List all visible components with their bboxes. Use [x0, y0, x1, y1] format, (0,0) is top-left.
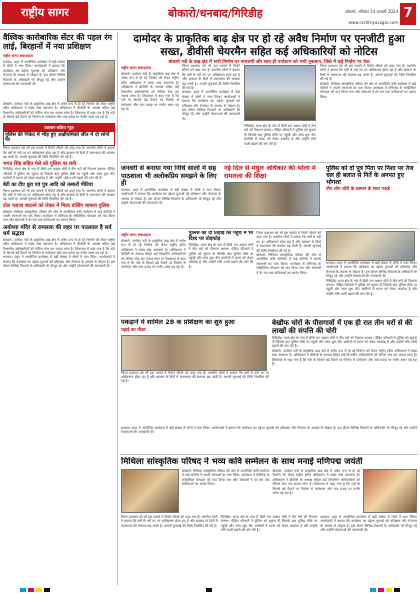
color-registration-bar [0, 587, 420, 593]
right-story-1 [326, 165, 417, 227]
mid-story-4 [121, 319, 269, 423]
mid-story-1 [121, 165, 221, 227]
row-rule [120, 228, 418, 229]
lead-body-3 [244, 124, 316, 160]
mid-headline-7: मिथिला सांस्कृतिक परिषद ने भव्य कवि सम्मेलन के साथ मनाई मणिपद्म जयंती [121, 457, 363, 467]
news-photo [363, 469, 417, 513]
article-body: बोकारो: दामोदर नदी के प्राकृतिक बाढ़ क्षेत्र में अवैध रूप से हो रहे निर्माण को लेकर राष्ट्रीय हरित अधिकरण ने सख्त रुख अपनाया है। अधिकरण ने डीवीसी के अध्यक्ष सहित कई विभागीय अधिकारियों को नोटिस भेज कर जवाब मांगा है। शिकायत में कहा गया है कि नदी के किनारे बड़े पैमाने पर निर्माण से पर्यावरण और जल प्रवाह पर गंभीर असर पड़ रहा है। [121, 239, 186, 270]
article-body: जिला प्रशासन को भी इस मामले में रिपोर्ट सौंपने को कहा गया है। स्थानीय लोगों ने बताया कि वर्षों से नदी तट पर अतिक्रमण होता रहा है और बरसात के दिनों में जलभराव की समस्या बढ़ जाती है। अगली सुनवाई की तिथि निर्धारित की गई है। [121, 515, 218, 528]
article-body: गिरिडीह: थाना क्षेत्र के गांव में बीती रात अज्ञात चोरों ने तीन घरों को निशाना बनाया। पीड़ित परिवारों ने पुलिस को सूचना दी जिसके बाद पुलिस मौके पर पहुंची और जांच शुरू की। ग्रामीणों में घटना को लेकर आक्रोश है और उन्होंने रात्रि गश्ती बढ़ाने की मांग की है। [326, 278, 417, 296]
row-rule [120, 162, 418, 163]
article-body: गिरिडीह: थाना क्षेत्र के गांव में बीती रात अज्ञात चोरों ने तीन घरों को निशाना बनाया। पीड़ित परिवारों ने पुलिस को सूचना दी जिसके बाद पुलिस मौके पर पहुंची और जांच शुरू की। ग्रामीणों में घटना को लेकर आक्रोश है और उन्होंने रात्रि गश्ती बढ़ाने की मांग की है। [3, 167, 115, 181]
byline: राष्ट्रीय सागर संवाददाता [121, 66, 151, 70]
article-body: गिरिडीह: थाना क्षेत्र के गांव में बीती रात अज्ञात चोरों ने तीन घरों को निशाना बनाया। पीड़ित परिवारों ने पुलिस को सूचना दी जिसके बाद पुलिस मौके पर पहुंची और जांच शुरू की। ग्रामीणों में घटना को लेकर आक्रोश है और उन्होंने रात्रि गश्ती बढ़ाने की मांग की है। [272, 335, 417, 349]
byline: राष्ट्रीय सागर संवाददाता [3, 53, 33, 58]
article-body: धनबाद: शहर में आयोजित कार्यक्रम में बड़ी संख्या में लोगों ने भाग लिया। आयोजकों ने बताया कि कार्यक्रम का उद्देश्य युवाओं को प्रशिक्षण और रोजगार के अवसर से जोड़ना है। इस दौरान विभिन्न विभागों के अधिकारी भी मौजूद रहे और उन्होंने योजनाओं की जानकारी दी। [121, 187, 221, 206]
lead-deck: बोकारो नदी के बाढ़ क्षेत्र में भारी निर्माण पर नाराजगी और साथ ही पर्यावरण को भारी नुकसान, जिले में कई निर्माण पर रोक [168, 60, 370, 65]
article-body: जिला प्रशासन को भी इस मामले में रिपोर्ट सौंपने को कहा गया है। स्थानीय लोगों ने बताया कि वर्षों से नदी तट पर अतिक्रमण होता रहा है और बरसात के दिनों में जलभराव की समस्या बढ़ जाती है। अगली सुनवाई की तिथि निर्धारित की गई है। [3, 188, 115, 202]
article-body: जिला प्रशासन को भी इस मामले में रिपोर्ट सौंपने को कहा गया है। स्थानीय लोगों ने बताया कि वर्षों से नदी तट पर अतिक्रमण होता रहा है और बरसात के दिनों में जलभराव की समस्या बढ़ जाती है। अगली सुनवाई की तिथि निर्धारित की गई है। [3, 146, 115, 160]
article-body: धनबाद: शहर में आयोजित कार्यक्रम में बड़ी संख्या में लोगों ने भाग लिया। आयोजकों ने बताया कि कार्यक्रम का उद्देश्य युवाओं को प्रशिक्षण और रोजगार के अवसर से जोड़ना है। इस दौरान विभिन्न विभागों के अधिकारी भी मौजूद रहे और उन्होंने योजनाओं की जानकारी दी। [3, 59, 65, 86]
news-photo [224, 182, 320, 216]
section-title: बोकारो/धनबाद/गिरिडीह [168, 7, 263, 20]
left-headline-5: टोल प्लाजा बदलने को लेकर में मिला डांसिंग मामला पुलिस [3, 202, 110, 209]
article-body: बोकारो: दामोदर नदी के प्राकृतिक बाढ़ क्षेत्र में अवैध रूप से हो रहे निर्माण को लेकर राष्ट्रीय हरित अधिकरण ने सख्त रुख अपनाया है। अधिकरण ने डीवीसी के अध्यक्ष सहित कई विभागीय अधिकारियों को नोटिस भेज कर जवाब मांगा है। शिकायत में कहा गया है कि नदी के किनारे बड़े पैमाने पर निर्माण से पर्यावरण और जल प्रवाह पर गंभीर असर पड़ रहा है। [272, 469, 360, 496]
column-rule [117, 32, 118, 585]
left-headline-3: भगत सिंह सहित मेले को पुलिस पर बनी [3, 160, 77, 167]
masthead [0, 0, 420, 30]
box-heading: प्रशासन सक्रिय न्यूज़ [4, 124, 114, 132]
right-column-body [326, 231, 417, 315]
news-photo [326, 231, 415, 261]
row-rule [120, 316, 418, 317]
lower-body [121, 426, 417, 452]
right-deck: तीन लोग चोरी के सामान के साथ पकड़े [326, 187, 390, 193]
article-body: धनबाद: शहर में आयोजित कार्यक्रम में बड़ी संख्या में लोगों ने भाग लिया। आयोजकों ने बताया कि कार्यक्रम का उद्देश्य युवाओं को प्रशिक्षण और रोजगार के अवसर से जोड़ना है। इस दौरान विभिन्न विभागों के अधिकारी भी मौजूद रहे और उन्होंने योजनाओं की जानकारी दी। [3, 255, 115, 269]
article-body: जिला प्रशासन को भी इस मामले में रिपोर्ट सौंपने को कहा गया है। स्थानीय लोगों ने बताया कि वर्षों से नदी तट पर अतिक्रमण होता रहा है और बरसात के दिनों में जलभराव की समस्या बढ़ जाती है। अगली सुनवाई की तिथि निर्धारित की गई है। [182, 64, 240, 91]
mid-headline-2: नई दिल से मधुल अधिकार की भोला में रामलला की शिक्षा [224, 165, 316, 180]
mid-headline-4: पकड़ाने में शामिल 28 क प्रशिक्षण का शुरु हुआ [121, 319, 235, 326]
news-photo [121, 335, 267, 371]
article-body: धनबाद: शहर में आयोजित कार्यक्रम में बड़ी संख्या में लोगों ने भाग लिया। आयोजकों ने बताया कि कार्यक्रम का उद्देश्य युवाओं को प्रशिक्षण और रोजगार के अवसर से जोड़ना है। इस दौरान विभिन्न विभागों के अधिकारी भी मौजूद रहे और उन्होंने योजनाओं की जानकारी दी। [182, 90, 240, 121]
article-body: धनबाद: शहर में आयोजित कार्यक्रम में बड़ी संख्या में लोगों ने भाग लिया। आयोजकों ने बताया कि कार्यक्रम का उद्देश्य युवाओं को प्रशिक्षण और रोजगार के अवसर से जोड़ना है। इस दौरान विभिन्न विभागों के अधिकारी भी मौजूद रहे और उन्होंने योजनाओं की जानकारी दी। [326, 261, 417, 279]
article-body: बोकारो: दामोदर नदी के प्राकृतिक बाढ़ क्षेत्र में अवैध रूप से हो रहे निर्माण को लेकर राष्ट्रीय हरित अधिकरण ने सख्त रुख अपनाया है। अधिकरण ने डीवीसी के अध्यक्ष सहित कई विभागीय अधिकारियों को नोटिस भेज कर जवाब मांगा है। शिकायत में कहा गया है कि नदी के किनारे बड़े पैमाने पर निर्माण से पर्यावरण और जल प्रवाह पर गंभीर असर पड़ रहा है। [3, 237, 115, 256]
news-box [3, 123, 115, 147]
article-body: गिरिडीह: थाना क्षेत्र के गांव में बीती रात अज्ञात चोरों ने तीन घरों को निशाना बनाया। पीड़ित परिवारों ने पुलिस को सूचना दी जिसके बाद पुलिस मौके पर पहुंची और जांच शुरू की। ग्रामीणों में घटना को लेकर आक्रोश है और उन्होंने रात्रि गश्ती बढ़ाने की मांग की है। [220, 515, 318, 533]
left-headline-4: बेटी का टीए धुरा एवं पुत्र आदि को तस्करों पीटिया [3, 181, 93, 188]
article-body: जिला प्रशासन को भी इस मामले में रिपोर्ट सौंपने को कहा गया है। स्थानीय लोगों ने बताया कि वर्षों से नदी तट पर अतिक्रमण होता रहा है और बरसात के दिनों में जलभराव की समस्या बढ़ जाती है। अगली सुनवाई की तिथि निर्धारित की गई है। [320, 64, 416, 82]
mid-headline-3: पुलिस को दो तिहाई की पहुंच में भी दिशा पर तोड़फोड़ [188, 231, 254, 242]
left-column [3, 33, 115, 585]
box-headline: पुलिस की पिकेट में भीड़ हुए अक्षीयमिकों जीत में दो लोगों पर [5, 131, 110, 144]
article-body: जिला प्रशासन को भी इस मामले में रिपोर्ट सौंपने को कहा गया है। स्थानीय लोगों ने बताया कि वर्षों से नदी तट पर अतिक्रमण होता रहा है और बरसात के दिनों में जलभराव की समस्या बढ़ जाती है। अगली सुनवाई की तिथि निर्धारित की गई है। [256, 231, 321, 253]
mid-story-2 [224, 165, 322, 227]
lead-body-4 [320, 64, 416, 160]
bottom-story [121, 457, 417, 585]
article-body: बोकारो: मिथिला सांस्कृतिक परिषद की ओर से आयोजित कवि सम्मेलन में कई कवियों ने अपनी रचनाओं का पाठ किया। कार्यक्रम में मणिपद्म के साहित्यिक योगदान को याद किया गया और श्रोताओं ने देर रात तक कविताओं का आनंद लिया। [256, 253, 321, 275]
mid-headline-1: जनवरी से बनाया गया निधि सालों में सह पाठशाला भी अलोकप्रिय समझने के लिए ही [121, 165, 217, 188]
news-photo [67, 60, 115, 102]
article-body: जिला प्रशासन को भी इस मामले में रिपोर्ट सौंपने को कहा गया है। स्थानीय लोगों ने बताया कि वर्षों से नदी तट पर अतिक्रमण होता रहा है और बरसात के दिनों में जलभराव की समस्या बढ़ जाती है। अगली सुनवाई की तिथि निर्धारित की गई है। [121, 370, 269, 384]
article-body: बोकारो: मिथिला सांस्कृतिक परिषद की ओर से आयोजित कवि सम्मेलन में कई कवियों ने अपनी रचनाओं का पाठ किया। कार्यक्रम में मणिपद्म के साहित्यिक योगदान को याद किया गया और श्रोताओं ने देर रात तक कविताओं का आनंद लिया। [3, 209, 115, 223]
mid-story-6 [272, 319, 417, 423]
news-photo [121, 469, 179, 513]
page-number: 7 [400, 3, 416, 25]
article-body: बोकारो: मिथिला सांस्कृतिक परिषद की ओर से आयोजित कवि सम्मेलन में कई कवियों ने अपनी रचनाओं का पाठ किया। कार्यक्रम में मणिपद्म के साहित्यिक योगदान को याद किया गया और श्रोताओं ने देर रात तक कविताओं का आनंद लिया। [320, 81, 416, 99]
mid-columns [121, 231, 321, 315]
lead-body-2 [182, 64, 240, 160]
article-body: बोकारो: दामोदर नदी के प्राकृतिक बाढ़ क्षेत्र में अवैध रूप से हो रहे निर्माण को लेकर राष्ट्रीय हरित अधिकरण ने सख्त रुख अपनाया है। अधिकरण ने डीवीसी के अध्यक्ष सहित कई विभागीय अधिकारियों को नोटिस भेज कर जवाब मांगा है। शिकायत में कहा गया है कि नदी के किनारे बड़े पैमाने पर निर्माण से पर्यावरण और जल प्रवाह पर गंभीर असर पड़ रहा है। [272, 348, 417, 366]
article-body: बोकारो: मिथिला सांस्कृतिक परिषद की ओर से आयोजित कवि सम्मेलन में कई कवियों ने अपनी रचनाओं का पाठ किया। कार्यक्रम में मणिपद्म के साहित्यिक योगदान को याद किया गया और श्रोताओं ने देर रात तक कविताओं का आनंद लिया। [182, 469, 270, 487]
right-headline-1: पुलिस को दो पुत्र पिता पर निशा पर तेज चल ही बलात से निर्ते के अनपत हुए भोगशा [326, 165, 414, 187]
row-rule [120, 454, 418, 455]
article-body: गिरिडीह: थाना क्षेत्र के गांव में बीती रात अज्ञात चोरों ने तीन घरों को निशाना बनाया। पीड़ित परिवारों ने पुलिस को सूचना दी जिसके बाद पुलिस मौके पर पहुंची और जांच शुरू की। ग्रामीणों में घटना को लेकर आक्रोश है और उन्होंने रात्रि गश्ती बढ़ाने की मांग की है। [244, 124, 316, 146]
date-line: बोकारो, शनिवार 14 जनवरी 2024 [345, 9, 398, 14]
article-body: धनबाद: शहर में आयोजित कार्यक्रम में बड़ी संख्या में लोगों ने भाग लिया। आयोजकों ने बताया कि कार्यक्रम का उद्देश्य युवाओं को प्रशिक्षण और रोजगार के अवसर से जोड़ना है। इस दौरान विभिन्न विभागों के अधिकारी भी मौजूद रहे और उन्होंने योजनाओं की जानकारी दी। [320, 515, 417, 533]
newspaper-logo: राष्ट्रीय सागर [2, 2, 88, 24]
article-body: गिरिडीह: थाना क्षेत्र के गांव में बीती रात अज्ञात चोरों ने तीन घरों को निशाना बनाया। पीड़ित परिवारों ने पुलिस को सूचना दी जिसके बाद पुलिस मौके पर पहुंची और जांच शुरू की। ग्रामीणों में घटना को लेकर आक्रोश है और उन्होंने रात्रि गश्ती बढ़ाने की मांग की है। [188, 242, 254, 269]
website-line: www.rashtriyasagar.com [348, 20, 398, 25]
left-headline-6: अयोध्या मंदिर से रामलला की लहर पर पाठशाल है सर्व धर्म सद्भाव [3, 224, 112, 238]
lead-photo [244, 65, 316, 121]
mid-headline-5: पढ़ाई का मौका [121, 327, 146, 333]
left-headline-1: वैश्विक कारोबारिक सेंटर की पहल रंग लाई, बिरहानों में नया प्रशिक्षण [3, 33, 113, 52]
article-body: बोकारो: दामोदर नदी के प्राकृतिक बाढ़ क्षेत्र में अवैध रूप से हो रहे निर्माण को लेकर राष्ट्रीय हरित अधिकरण ने सख्त रुख अपनाया है। अधिकरण ने डीवीसी के अध्यक्ष सहित कई विभागीय अधिकारियों को नोटिस भेज कर जवाब मांगा है। शिकायत में कहा गया है कि नदी के किनारे बड़े पैमाने पर निर्माण से पर्यावरण और जल प्रवाह पर गंभीर असर पड़ रहा है। [121, 72, 179, 112]
lead-body-1 [121, 64, 179, 160]
article-body: धनबाद: शहर में आयोजित कार्यक्रम में बड़ी संख्या में लोगों ने भाग लिया। आयोजकों ने बताया कि कार्यक्रम का उद्देश्य युवाओं को प्रशिक्षण और रोजगार के अवसर से जोड़ना है। इस दौरान विभिन्न विभागों के अधिकारी भी मौजूद रहे और उन्होंने योजनाओं की जानकारी दी। [121, 426, 417, 435]
article-body: बोकारो: दामोदर नदी के प्राकृतिक बाढ़ क्षेत्र में अवैध रूप से हो रहे निर्माण को लेकर राष्ट्रीय हरित अधिकरण ने सख्त रुख अपनाया है। अधिकरण ने डीवीसी के अध्यक्ष सहित कई विभागीय अधिकारियों को नोटिस भेज कर जवाब मांगा है। शिकायत में कहा गया है कि नदी के किनारे बड़े पैमाने पर निर्माण से पर्यावरण और जल प्रवाह पर गंभीर असर पड़ रहा है। [3, 101, 115, 120]
mid-headline-6: बेखौफ चोरों के पीसगावों में एक ही रात तीन घरों से की लाखों की संपत्ति की चोरी [272, 319, 413, 336]
byline: राष्ट्रीय सागर संवाददाता [121, 233, 151, 237]
lead-headline: दामोदर के प्राकृतिक बाढ़ क्षेत्र पर हो रहे अवैध निर्माण पर एनजीटी हुआ सख्त, डीवीसी चेयरमैन सहित कई अधिकारियों को नोटिस [133, 33, 405, 58]
